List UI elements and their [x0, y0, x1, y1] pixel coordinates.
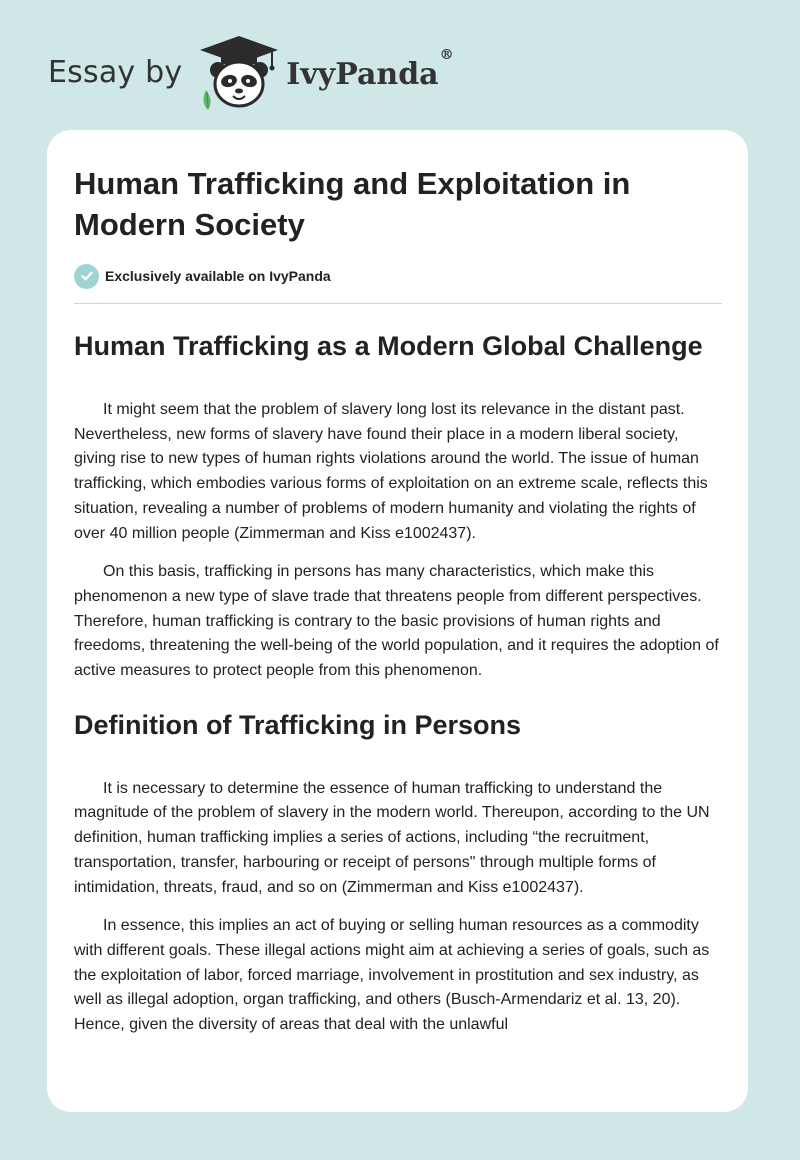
- essay-title: Human Trafficking and Exploitation in Modern Society: [74, 166, 631, 242]
- paragraph: It might seem that the problem of slavery long lost its relevance in the distant past. Nevertheless, new forms of slavery have found their place in a modern liberal society, giving rise to new types of human rights violations around the world. The issue of human trafficking, which embodies various forms of exploitation on an extreme scale, reflects this situation, revealing a number of problems of modern humanity and violating the rights of over 40 million people (Zimmerman and Kiss e1002437).: [74, 401, 708, 542]
- section-heading: Human Trafficking as a Modern Global Challenge: [74, 331, 703, 361]
- paragraph: In essence, this implies an act of buying or selling human resources as a commodity with different goals. These illegal actions might aim at achieving a series of goals, such as the exploitation of labor, forced marriage, involvement in prostitution and sex industry, as well as illegal adoption, organ trafficking, and others (Busch-Armendariz et al. 13, 20). Hence, given the diversity of areas that deal with the unlawful: [74, 917, 710, 1034]
- paragraph: On this basis, trafficking in persons has many characteristics, which make this phenomenon a new type of slave trade that threatens people from different perspectives. Therefore, human trafficking is contrary to the basic provisions of human rights and freedoms, threatening the well-being of the world population, and it requires the adoption of active measures to protect people from this phenomenon.: [74, 563, 719, 680]
- essay-by-label: Essay by: [48, 54, 183, 90]
- essay-content: [74, 130, 722, 1038]
- site-header: [48, 32, 454, 112]
- exclusive-badge-text: Exclusively available on IvyPanda: [105, 268, 331, 284]
- registered-mark: ®: [439, 46, 454, 63]
- section-heading: Definition of Trafficking in Persons: [74, 709, 522, 740]
- paragraph: It is necessary to determine the essence of human trafficking to understand the magnitude of the problem of slavery in the modern world. Thereupon, according to the UN definition, human trafficking implies a series of actions, including “the recruitment, transportation, transfer, harbouring or receipt of persons" through multiple forms of intimidation, threats, fraud, and so on (Zimmerman and Kiss e1002437).: [74, 779, 710, 896]
- title-divider: [74, 303, 722, 304]
- brand-text: IvyPanda: [286, 56, 439, 92]
- panda-graduate-icon[interactable]: [196, 32, 282, 112]
- check-circle-icon: [74, 264, 99, 289]
- brand-name[interactable]: [286, 46, 454, 92]
- exclusive-badge: [74, 262, 722, 290]
- essay-card: [47, 130, 748, 1112]
